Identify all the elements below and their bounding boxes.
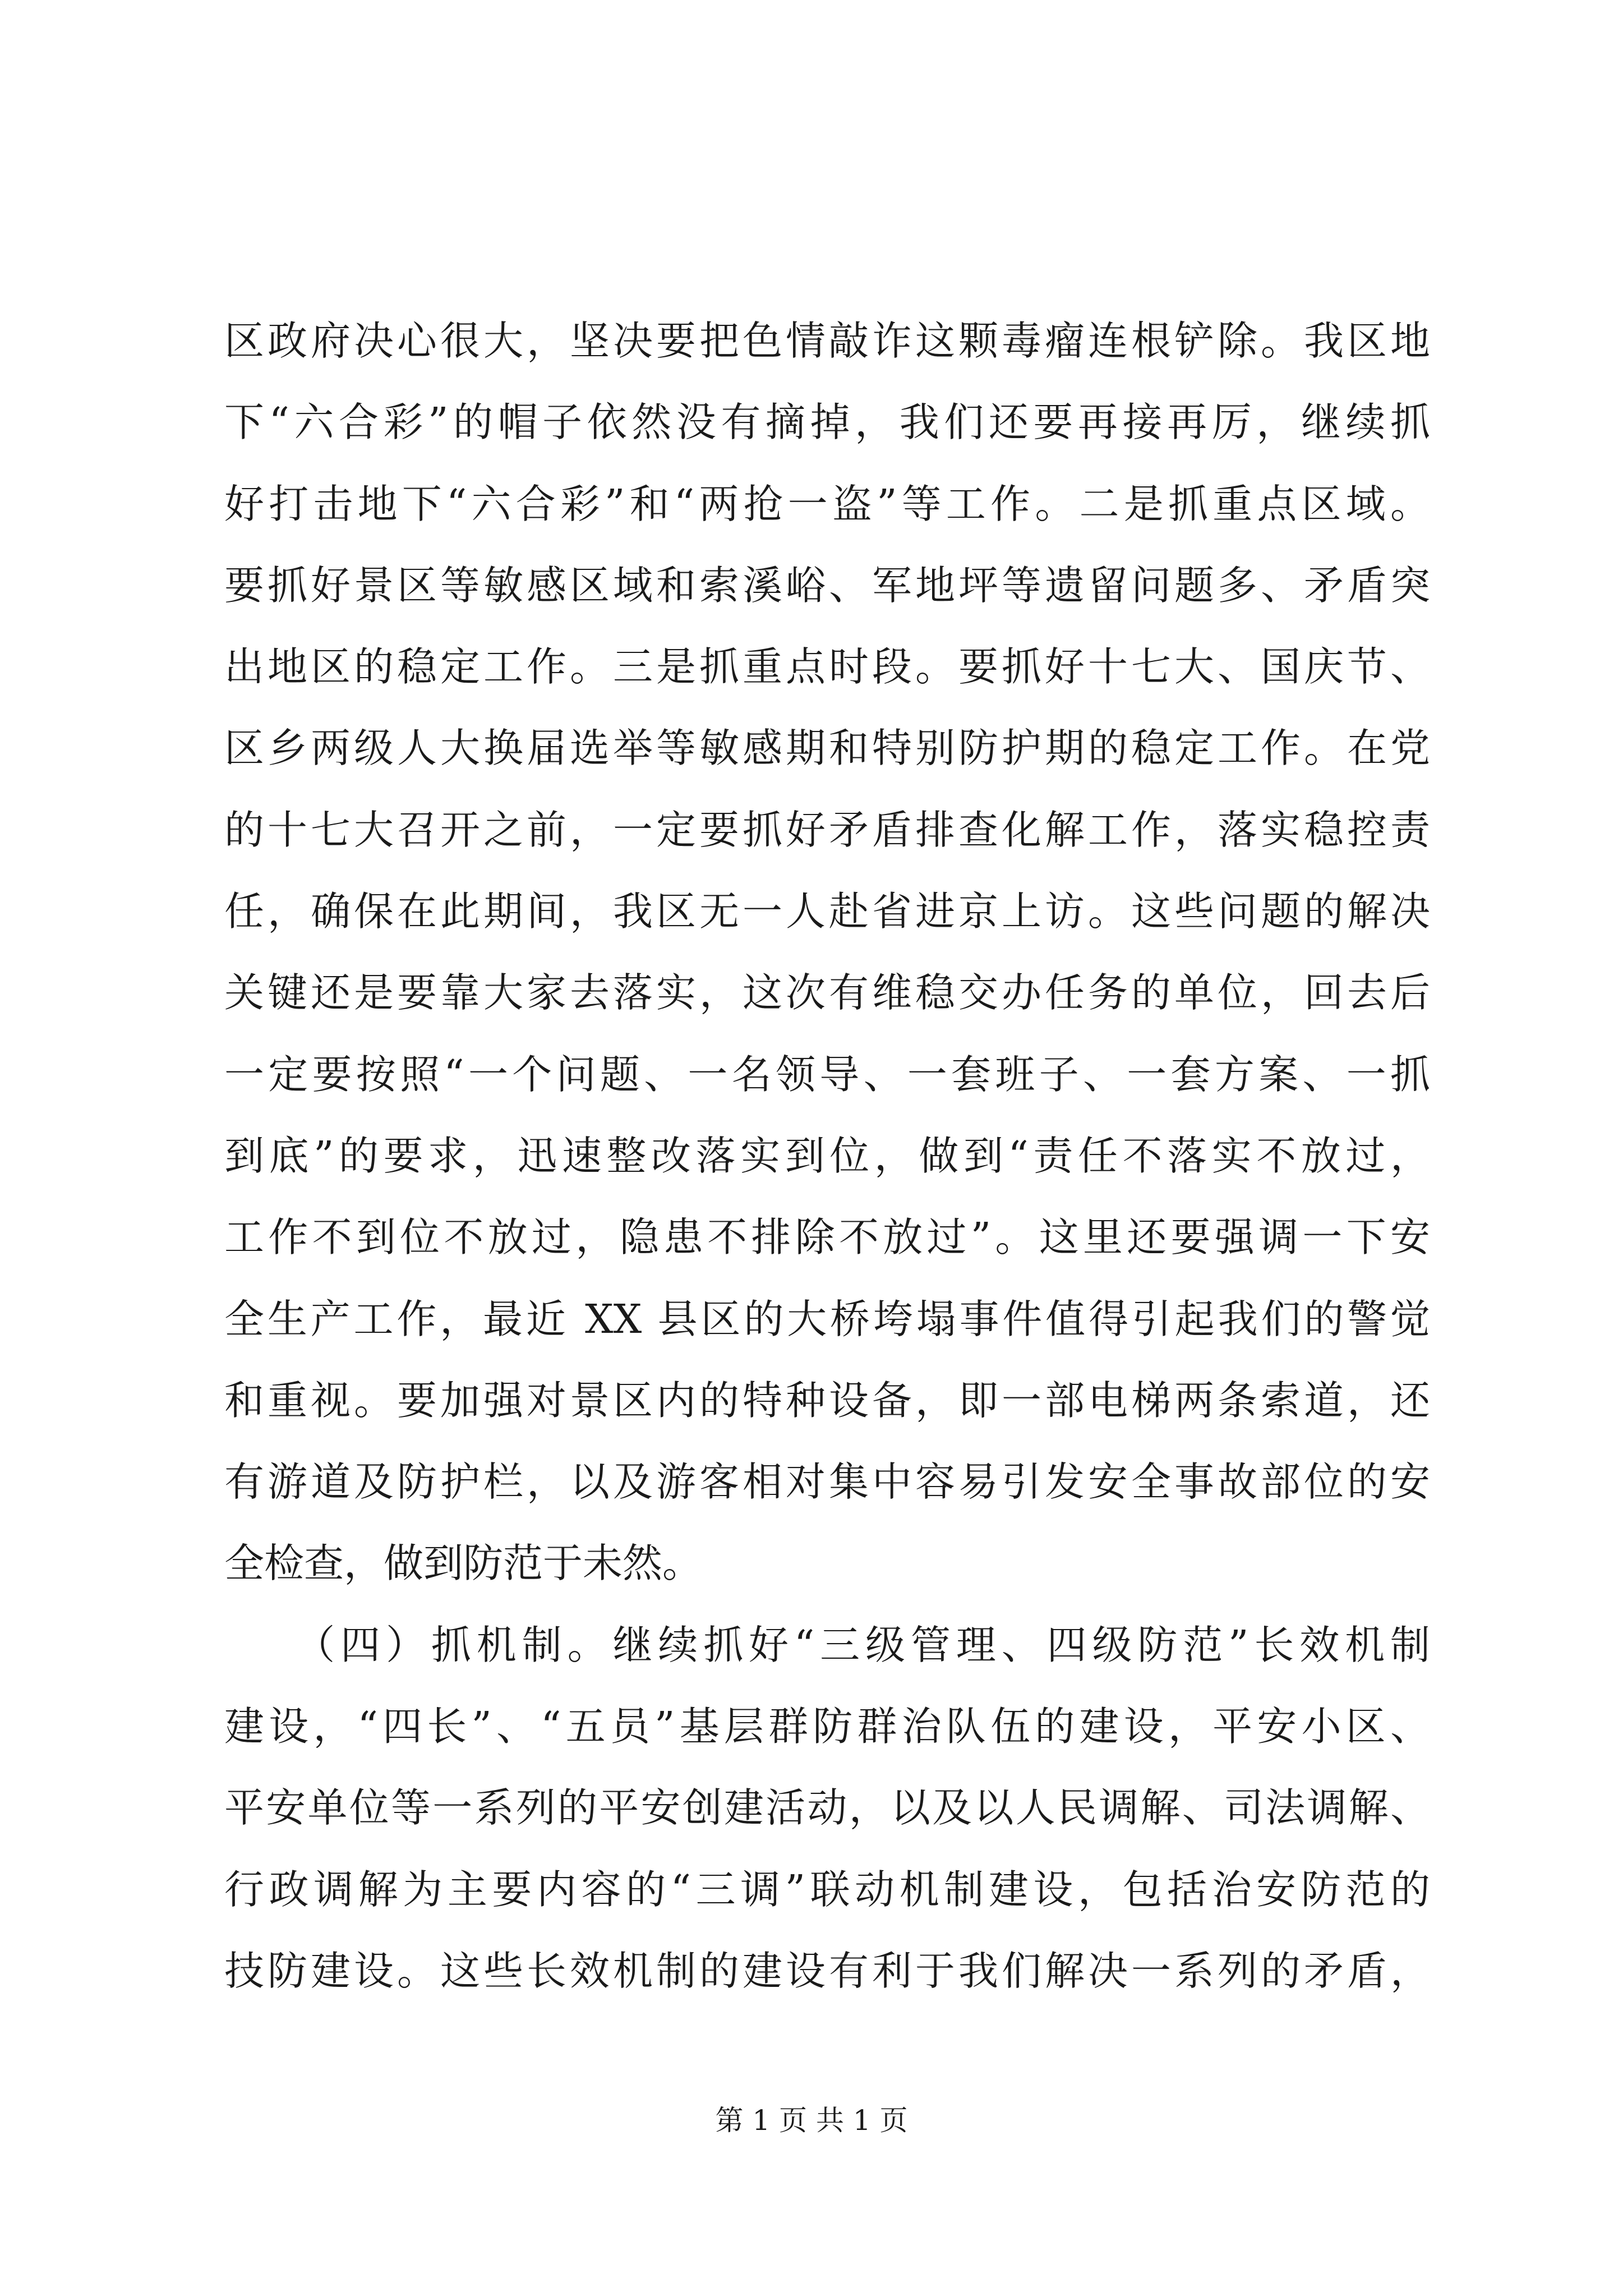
text-line: 下“六合彩”的帽子依然没有摘掉，我们还要再接再厉，继续抓 (224, 399, 1430, 446)
text-line: 技防建设。这些长效机制的建设有利于我们解决一系列的矛盾， (224, 1947, 1430, 1994)
page-footer: 第 1 页 共 1 页 (715, 2104, 908, 2137)
text-line: 任，确保在此期间，我区无一人赴省进京上访。这些问题的解决 (224, 888, 1430, 935)
text-line: 出地区的稳定工作。三是抓重点时段。要抓好十七大、国庆节、 (224, 643, 1430, 691)
text-line: 要抓好景区等敏感区域和索溪峪、军地坪等遗留问题多、矛盾突 (224, 562, 1430, 609)
body-text (224, 300, 1430, 2012)
text-line-paragraph-end: 全检查，做到防范于未然。 (224, 1540, 703, 1587)
text-line: 工作不到位不放过，隐患不排除不放过”。这里还要强调一下安 (224, 1214, 1430, 1261)
text-line: 和重视。要加强对景区内的特种设备，即一部电梯两条索道，还 (224, 1377, 1430, 1424)
text-line: 平安单位等一系列的平安创建活动，以及以人民调解、司法调解、 (224, 1784, 1430, 1832)
text-line: 建设，“四长”、“五员”基层群防群治队伍的建设，平安小区、 (224, 1703, 1430, 1750)
text-line: 行政调解为主要内容的“三调”联动机制建设，包括治安防范的 (224, 1866, 1430, 1913)
text-line: 有游道及防护栏，以及游客相对集中容易引发安全事故部位的安 (224, 1458, 1430, 1506)
text-line: 全生产工作，最近 XX 县区的大桥垮塌事件值得引起我们的警觉 (224, 1295, 1430, 1342)
text-line: 关键还是要靠大家去落实，这次有维稳交办任务的单位，回去后 (224, 969, 1430, 1016)
text-line-paragraph-start: （四）抓机制。继续抓好“三级管理、四级防范”长效机制 (224, 1621, 1430, 1668)
text-line: 到底”的要求，迅速整改落实到位，做到“责任不落实不放过， (224, 1132, 1430, 1179)
text-line: 区乡两级人大换届选举等敏感期和特别防护期的稳定工作。在党 (224, 725, 1430, 772)
text-line: 好打击地下“六合彩”和“两抢一盗”等工作。二是抓重点区域。 (224, 480, 1430, 527)
text-line: 区政府决心很大，坚决要把色情敲诈这颗毒瘤连根铲除。我区地 (224, 318, 1430, 364)
text-line: 一定要按照“一个问题、一名领导、一套班子、一套方案、一抓 (224, 1051, 1430, 1098)
text-line: 的十七大召开之前，一定要抓好矛盾排查化解工作，落实稳控责 (224, 806, 1430, 853)
